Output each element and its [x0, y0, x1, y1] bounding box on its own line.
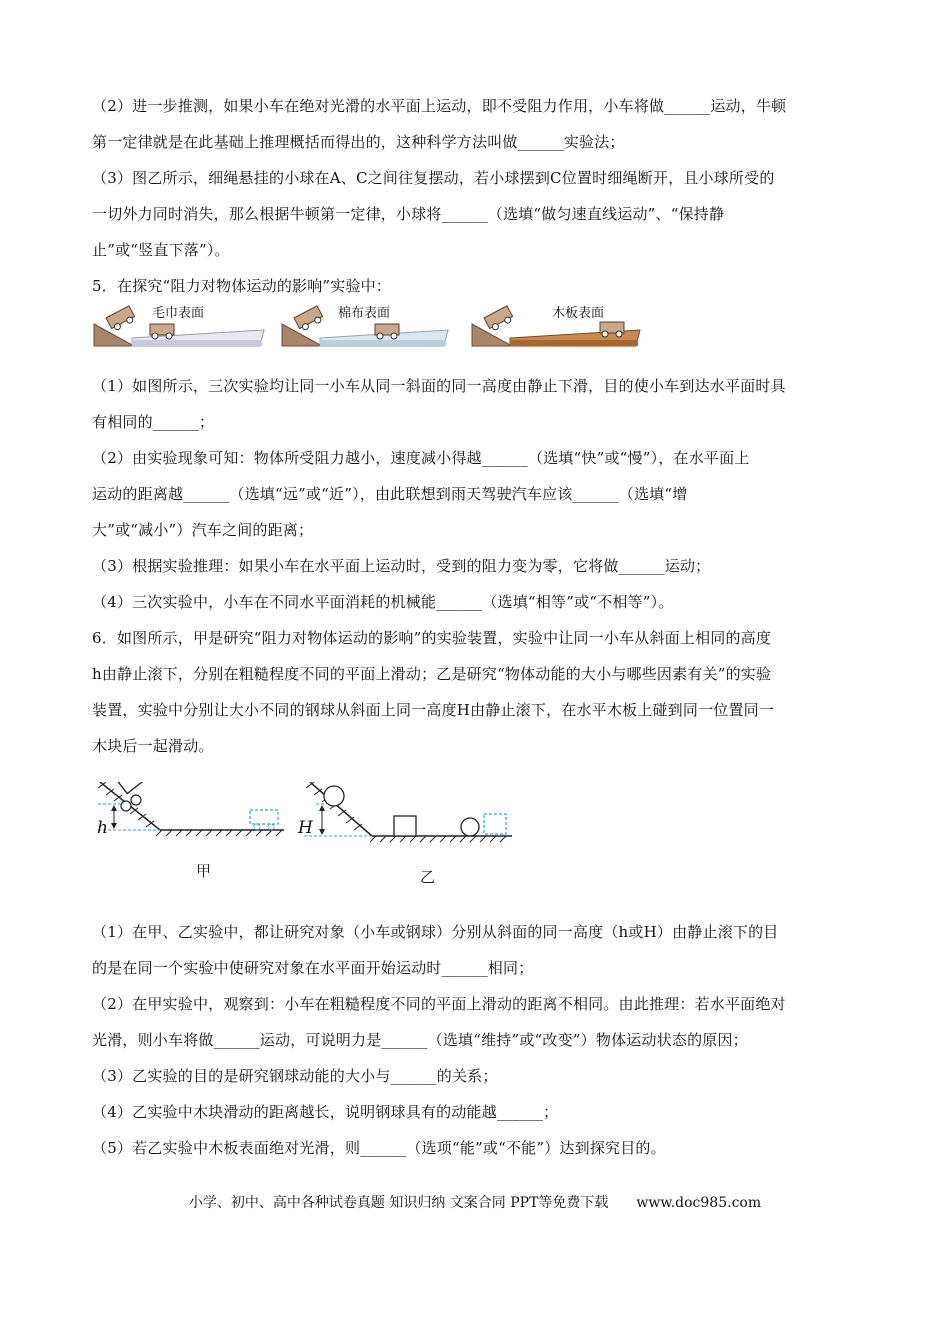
surface-comparison-figure: [92, 304, 862, 368]
experiment-figure: [92, 764, 862, 914]
text-line: 的是在同一个实验中使研究对象在水平面开始运动时______相同；: [92, 959, 534, 977]
text-line: h由静止滚下，分别在粗糙程度不同的平面上滑动；乙是研究“物体动能的大小与哪些因素有关”的实验: [92, 665, 772, 683]
height-label-H: H: [298, 818, 313, 838]
towel-surface-panel: [92, 304, 267, 353]
text-line: （4）乙实验中木块滑动的距离越长，说明钢球具有的动能越______；: [92, 1103, 559, 1121]
text-line: 止”或“竖直下落”）。: [92, 241, 230, 259]
text-line: （3）乙实验的目的是研究钢球动能的大小与______的关系；: [92, 1067, 498, 1085]
footer-site-link[interactable]: www.doc985.com: [636, 1195, 762, 1211]
text-line: 一切外力同时消失，那么根据牛顿第一定律，小球将______（选填“做匀速直线运动”、“保持静: [92, 205, 725, 223]
yi-setup: [304, 782, 512, 842]
text-line: （2）由实验现象可知：物体所受阻力越小，速度减小得越______（选填“快”或“慢”），在水平面上: [92, 449, 750, 467]
text-line: （4）三次实验中，小车在不同水平面消耗的机械能______（选填“相等”或“不相等”）。: [92, 593, 674, 611]
document-page: [92, 88, 862, 1166]
question-6-body: [92, 914, 862, 1166]
jia-setup: [98, 782, 284, 836]
wood-surface-label: 木板表面: [552, 306, 605, 321]
cotton-surface-label: 棉布表面: [338, 306, 391, 321]
text-line: 光滑，则小车将做______运动，可说明力是______（选填“维持”或“改变”）物体运动状态的原因；: [92, 1031, 748, 1049]
question-4-continued: [92, 88, 862, 304]
caption-jia: 甲: [196, 862, 212, 880]
text-line: 第一定律就是在此基础上推理概括而得出的，这种科学方法叫做______实验法；: [92, 133, 625, 151]
text-line: （3）图乙所示，细绳悬挂的小球在A、C之间往复摆动，若小球摆到C位置时细绳断开，且小球所受的: [92, 169, 775, 187]
text-line: 有相同的______；: [92, 413, 215, 431]
text-line: （1）在甲、乙实验中，都让研究对象（小车或钢球）分别从斜面的同一高度（h或H）由静止滚下的目: [92, 923, 779, 941]
text-line: 运动的距离越______（选填“远”或“近”），由此联想到雨天驾驶汽车应该______（选填“增: [92, 485, 688, 503]
question-5-heading: 5．在探究“阻力对物体运动的影响”实验中：: [92, 277, 392, 295]
caption-yi: 乙: [420, 868, 436, 886]
question-5-body: [92, 368, 862, 764]
towel-surface-label: 毛巾表面: [152, 306, 205, 321]
height-label-h: h: [97, 818, 108, 838]
text-line: 大”或“减小”）汽车之间的距离；: [92, 521, 314, 539]
text-line: （2）在甲实验中，观察到：小车在粗糙程度不同的平面上滑动的距离不相同。由此推理：若水平面绝对: [92, 995, 786, 1013]
text-line: （1）如图所示，三次实验均让同一小车从同一斜面的同一高度由静止下滑，目的使小车到达水平面时具: [92, 377, 786, 395]
text-line: 装置，实验中分别让大小不同的钢球从斜面上同一高度H由静止滚下，在水平木板上碰到同一位置同一: [92, 701, 775, 719]
text-line: 木块后一起滑动。: [92, 737, 214, 755]
text-line: （5）若乙实验中木板表面绝对光滑，则______（选项“能”或“不能”）达到探究目的。: [92, 1139, 666, 1157]
question-6-heading: 6．如图所示，甲是研究“阻力对物体运动的影响”的实验装置，实验中让同一小车从斜面上相同的高度: [92, 629, 772, 647]
text-line: （2）进一步推测，如果小车在绝对光滑的水平面上运动，即不受阻力作用，小车将做______运动，牛顿: [92, 97, 787, 115]
text-line: （3）根据实验推理：如果小车在水平面上运动时，受到的阻力变为零，它将做______运动；: [92, 557, 711, 575]
wood-surface-panel: [470, 304, 645, 353]
cotton-surface-panel: [280, 304, 455, 353]
page-footer: [0, 1192, 950, 1212]
footer-text: 小学、初中、高中各种试卷真题 知识归纳 文案合同 PPT等免费下载: [188, 1195, 609, 1211]
